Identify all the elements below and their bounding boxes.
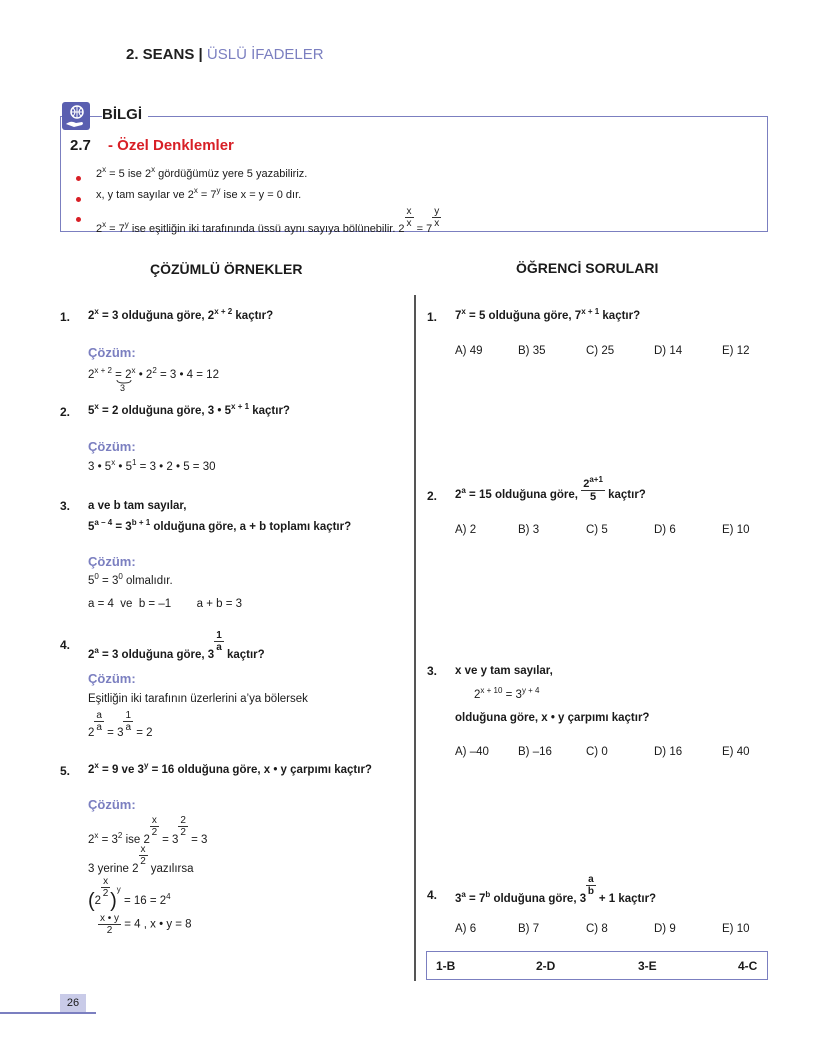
session-label: 2. SEANS [126,46,195,63]
info-bullet-3: $2^x = 7^y$ ise eşitliğin iki tarafınında üssü aynı sayıya bölünebilir. 2 $\frac{x}{x}$ = 7 $\frac{y}{x}$ [96,206,440,235]
question-number: 5. [60,764,71,778]
column-divider [414,295,416,981]
student-q3-line1: x ve y tam sayılar, [455,665,553,677]
answer-3: 3-E [638,959,657,973]
option-c[interactable]: C) 25 [586,345,615,357]
option-e[interactable]: E) 40 [722,746,750,758]
info-hand-globe-icon [62,102,90,130]
topic-label: ÜSLÜ İFADELER [206,46,324,63]
solved-examples-heading: ÇÖZÜMLÜ ÖRNEKLER [150,261,303,277]
student-q1-text: $7^x = 5$ olduğuna göre, $7^{x + 1}$ kaçtır? [455,307,641,322]
student-q4-text: $3^a = 7^b$ olduğuna göre, 3 $\frac{a}{b}$ + 1 kaçtır? [455,874,657,905]
example-2-text: $5^x = 2$ olduğuna göre, 3 • $5^{x + 1}$ kaçtır? [88,402,290,417]
example-3-line2: $5^{a - 4} = 3^{b + 1}$ olduğuna göre, a + b toplamı kaçtır? [88,518,352,533]
option-c[interactable]: C) 8 [586,923,608,935]
answer-1: 1-B [436,959,456,973]
question-number: 1. [60,310,71,324]
example-1-text: $2^x = 3$ olduğuna göre, $2^{x + 2}$ kaçtır? [88,307,274,322]
solution-label: Çözüm: [88,345,136,360]
option-b[interactable]: B) –16 [518,746,552,758]
example-5-solution-2: 3 yerine 2 $\frac{x}{2}$ yazılırsa [88,844,194,875]
student-q3-line3: olduğuna göre, x • y çarpımı kaçtır? [455,712,650,724]
example-5-text: $2^x = 9$ ve $3^y = 16$ olduğuna göre, x • y çarpımı kaçtır? [88,761,372,776]
option-d[interactable]: D) 6 [654,524,676,536]
info-bullet-1: $2^x = 5$ ise 2$^x$ gördüğümüz yere 5 yazabiliriz. [96,165,308,180]
student-questions-heading: ÖĞRENCİ SORULARI [516,260,659,276]
bullet-dot [76,197,81,202]
option-b[interactable]: B) 35 [518,345,546,357]
section-number: 2.7 [70,137,91,154]
example-4-text: $2^a = 3$ olduğuna göre, 3 $\frac{1}{a}$ kaçtır? [88,630,265,661]
example-1-solution: $2^{x + 2} = 2^x$ • $2^2 = 3$ • 4 = 12 [88,366,219,381]
bullet-dot [76,217,81,222]
example-2-solution: 3 • 5$^x$ • $5^1 = 3$ • 2 • 5 = 30 [88,458,216,473]
question-number: 4. [60,638,71,652]
answer-2: 2-D [536,959,556,973]
option-d[interactable]: D) 9 [654,923,676,935]
option-d[interactable]: D) 14 [654,345,683,357]
option-d[interactable]: D) 16 [654,746,683,758]
underbrace-value: 3 [120,383,126,393]
example-4-solution-1: Eşitliğin iki tarafının üzerlerini a’ya bölersek [88,693,308,705]
question-number: 1. [427,310,438,324]
example-5-solution-3: (2 $\frac{x}{2}$ )$^y = 16 = 2^4$ [88,876,171,912]
option-e[interactable]: E) 12 [722,345,750,357]
option-e[interactable]: E) 10 [722,524,750,536]
option-b[interactable]: B) 7 [518,923,540,935]
option-c[interactable]: C) 0 [586,746,608,758]
answer-key-box [426,951,768,980]
example-3-solution-1: $5^0 = 3^0$ olmalıdır. [88,572,173,587]
example-4-solution-2: 2 $\frac{a}{a}$ = 3 $\frac{1}{a}$ = 2 [88,710,153,739]
solution-label: Çözüm: [88,554,136,569]
example-3-line1: a ve b tam sayılar, [88,500,187,512]
option-a[interactable]: A) 6 [455,923,477,935]
example-3-solution-2: a = 4 ve b = –1 a + b = 3 [88,598,243,610]
option-a[interactable]: A) –40 [455,746,489,758]
example-5-solution-1: $2^x = 3^2$ ise 2 $\frac{x}{2}$ = 3 $\frac{2}{2}$ = 3 [88,815,208,846]
solution-label: Çözüm: [88,671,136,686]
student-q2-text: $2^a = 15$ olduğuna göre, $\frac{2^{a+1}}{5}$ kaçtır? [455,475,646,503]
question-number: 3. [427,664,438,678]
question-number: 3. [60,499,71,513]
option-c[interactable]: C) 5 [586,524,608,536]
question-number: 2. [60,405,71,419]
answer-4: 4-C [738,959,758,973]
underbrace [116,380,132,386]
student-q3-equation: $2^{x + 10} = 3^{y + 4}$ [474,686,540,701]
section-title: - Özel Denklemler [108,137,234,154]
option-a[interactable]: A) 49 [455,345,483,357]
bullet-dot [76,176,81,181]
info-label: BİLGİ [102,106,148,123]
question-number: 2. [427,489,438,503]
solution-label: Çözüm: [88,439,136,454]
info-bullet-2: x, y tam sayılar ve $2^x = 7^y$ ise x = y = 0 dır. [96,186,302,201]
page-footer-line [0,1012,96,1014]
example-5-solution-4: $\frac{x • y}{2}$ = 4 , x • y = 8 [100,913,192,936]
question-number: 4. [427,888,438,902]
solution-label: Çözüm: [88,797,136,812]
page-number: 26 [60,994,86,1012]
option-a[interactable]: A) 2 [455,524,477,536]
header-separator: | [198,46,203,63]
option-e[interactable]: E) 10 [722,923,750,935]
option-b[interactable]: B) 3 [518,524,540,536]
page-header [126,46,324,63]
